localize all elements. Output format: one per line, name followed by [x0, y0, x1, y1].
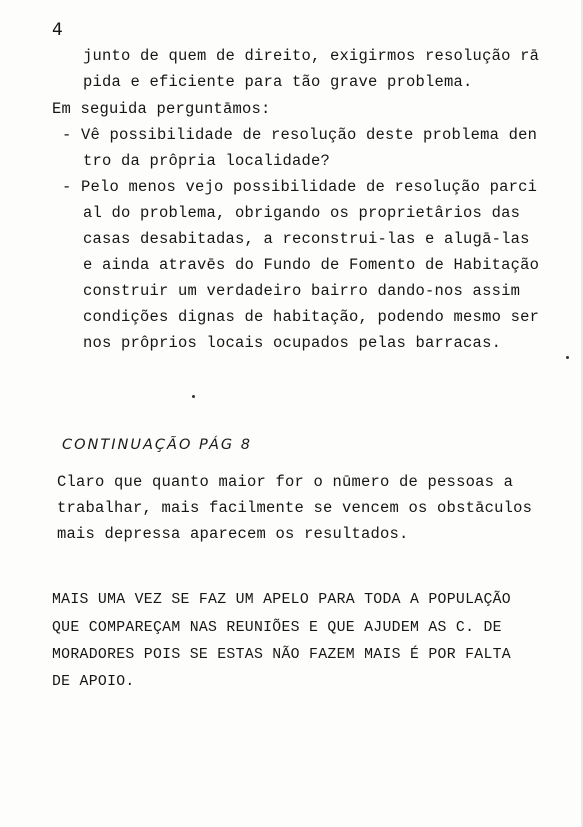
body-line: e ainda atravēs do Fundo de Fomento de Habitação — [83, 256, 540, 274]
appeal-line: QUE COMPAREÇAM NAS REUNIÕES E QUE AJUDEM AS C. DE — [52, 620, 502, 636]
appeal-line: DE APOIO. — [52, 674, 135, 690]
continuation-line: Claro que quanto maior for o nūmero de pessoas a — [57, 473, 514, 491]
page-number: 4 — [52, 20, 63, 40]
appeal-line: MORADORES POIS SE ESTAS NÃO FAZEM MAIS É POR FALTA — [52, 647, 511, 663]
appeal-line: MAIS UMA VEZ SE FAZ UM APELO PARA TODA A POPULAÇÃO — [52, 592, 511, 608]
body-line: junto de quem de direito, exigirmos resolução rā — [83, 47, 540, 65]
continuation-line: trabalhar, mais facilmente se vencem os obstāculos — [57, 499, 533, 517]
body-line: casas desabitadas, a reconstrui-las e alugā-las — [83, 230, 530, 248]
body-line: - Pelo menos vejo possibilidade de resolução parci — [62, 178, 538, 196]
handwritten-note: CONTINUAÇÃO PÁG 8 — [62, 437, 252, 453]
body-line: pida e eficiente para tão grave problema. — [83, 73, 473, 91]
body-line: tro da prôpria localidade? — [83, 152, 331, 170]
body-line: al do problema, obrigando os proprietârios das — [83, 204, 521, 222]
ink-speck — [566, 356, 569, 359]
body-line: - Vê possibilidade de resolução deste problema den — [62, 126, 538, 144]
body-line: construir um verdadeiro bairro dando-nos assim — [83, 282, 521, 300]
continuation-line: mais depressa aparecem os resultados. — [57, 525, 409, 543]
body-line: Em seguida perguntāmos: — [52, 100, 271, 118]
body-line: nos prôprios locais ocupados pelas barracas. — [83, 334, 502, 352]
ink-speck — [192, 395, 195, 398]
body-line: condições dignas de habitação, podendo mesmo ser — [83, 308, 540, 326]
